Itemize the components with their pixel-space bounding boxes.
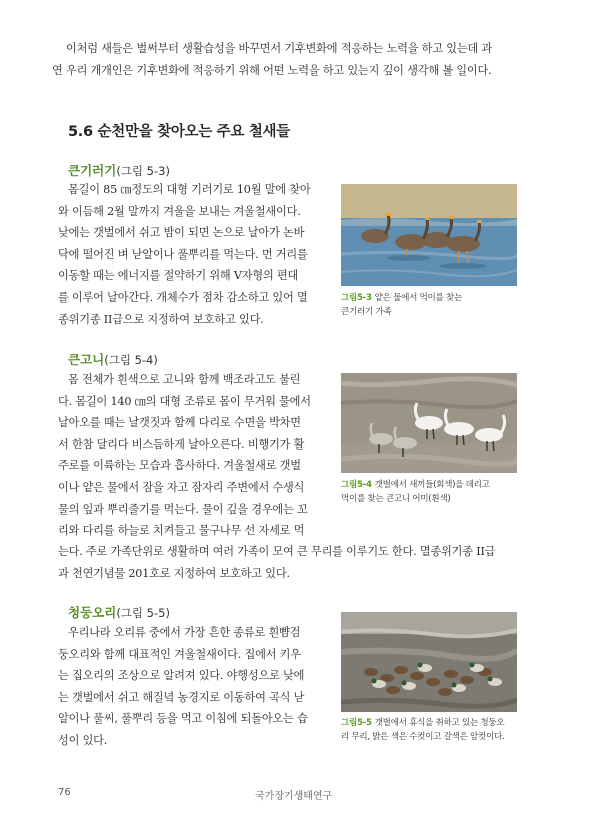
species-paragraph-swan — [58, 369, 311, 542]
caption-text: 큰기러기 가족 — [341, 307, 392, 317]
text-line: 둥오리와 함께 대표적인 겨울철새이다. 집에서 키우 — [58, 647, 301, 661]
goose-photo — [341, 184, 517, 286]
text-line: 알이나 풀씨, 풀뿌리 등을 먹고 이침에 되돌아오는 습 — [58, 712, 308, 726]
publisher-name: 국가장기생태연구 — [255, 791, 333, 802]
caption-text: 리 무리, 밝은 색은 수컷이고 갈색은 암컷이다. — [341, 732, 505, 742]
text-line: 는 갯벌에서 쉬고 해질녘 농경지로 이동하여 곡식 낟 — [58, 690, 305, 704]
text-line: 이동할 때는 에너지를 절약하기 위해 V자형의 편대 — [58, 269, 299, 283]
caption-text: 갯벌에서 새끼들(회색)을 데리고 — [374, 480, 490, 490]
text-line: 와 이듬해 2월 말까지 겨울을 보내는 겨울철새이다. — [58, 204, 301, 218]
caption-mallard — [341, 716, 531, 744]
species-title-goose — [68, 161, 170, 179]
caption-label: 그림5-4 — [341, 480, 372, 490]
species-name: 큰고니 — [68, 352, 105, 367]
text-line: 를 이루어 날아간다. 개체수가 점차 감소하고 있어 멸 — [58, 290, 308, 304]
page-number: 76 — [58, 787, 71, 798]
intro-paragraph — [52, 38, 547, 81]
caption-text: 갯벌에서 휴식을 취하고 있는 청둥오 — [374, 718, 505, 728]
text-line: 종위기종 II급으로 지정하여 보호하고 있다. — [58, 312, 264, 326]
species-title-mallard — [68, 603, 170, 621]
caption-text: 먹이를 찾는 큰고니 어미(흰색) — [341, 494, 451, 504]
text-line: 몸 전체가 흰색으로 고니와 함께 백조라고도 불린 — [68, 373, 301, 386]
species-title-swan — [68, 350, 158, 368]
section-title: 5.6 순천만을 찾아오는 주요 철새들 — [68, 124, 290, 140]
text-line: 는다. 주로 가족단위로 생활하며 여러 가족이 모여 큰 무리를 이루기도 한다. 멸종위기종 II급 — [58, 545, 496, 558]
caption-text: 얕은 물에서 먹이를 찾는 — [374, 293, 462, 303]
text-line: 닥에 떨어진 벼 낟알이나 풀뿌리를 먹는다. 먼 거리를 — [58, 247, 308, 261]
text-line: 다. 몸길이 140 ㎝의 대형 조류로 몸이 무거워 물에서 — [58, 394, 311, 408]
species-name: 큰기러기 — [68, 163, 117, 178]
figure-ref: (그림 5-4) — [104, 353, 158, 367]
text-line: 우리나라 오리류 중에서 가장 흔한 종류로 흰뺨검 — [68, 626, 301, 639]
text-line: 이나 얕은 물에서 잠을 자고 잠자리 주변에서 수생식 — [58, 480, 305, 494]
text-line: 리와 다리를 하늘로 치켜들고 물구나무 선 자세로 먹 — [58, 524, 305, 538]
caption-swan — [341, 478, 531, 506]
text-line: 날아오를 때는 날갯짓과 함께 다리로 수면을 박차면 — [58, 416, 301, 430]
text-line: 주로를 이륙하는 모습과 흡사하다. 겨울철새로 갯벌 — [58, 459, 301, 473]
figure-ref: (그림 5-5) — [116, 606, 170, 620]
species-paragraph-swan-wide — [58, 541, 495, 584]
text-line: 는 집오리의 조상으로 알려져 있다. 야행성으로 낮에 — [58, 669, 305, 683]
caption-label: 그림5-3 — [341, 293, 372, 303]
intro-line-1: 이처럼 새들은 벌써부터 생활습성을 바꾸면서 기후변화에 적응하는 노력을 하고 있는데 과 — [66, 42, 493, 55]
species-paragraph-goose — [58, 179, 310, 330]
text-line: 몸길이 85 ㎝정도의 대형 기러기로 10월 말에 찾아 — [68, 183, 311, 196]
caption-goose — [341, 291, 531, 319]
figure-ref: (그림 5-3) — [116, 164, 170, 178]
text-line: 성이 있다. — [58, 733, 108, 747]
species-name: 청둥오리 — [68, 605, 117, 620]
species-paragraph-mallard — [58, 622, 308, 752]
text-line: 낮에는 갯벌에서 쉬고 밤이 되면 논으로 날아가 논바 — [58, 226, 305, 240]
text-line: 과 천연기념물 201호로 지정하여 보호하고 있다. — [58, 566, 290, 580]
swan-photo — [341, 373, 517, 473]
text-line: 서 한참 달리다 비스듬하게 날아오른다. 비행기가 활 — [58, 437, 305, 451]
text-line: 물의 잎과 뿌리줄기를 먹는다. 물이 깊을 경우에는 꼬 — [58, 502, 308, 516]
mallard-photo — [341, 612, 517, 712]
intro-line-2: 연 우리 개개인은 기후변화에 적응하기 위해 어떤 노력을 하고 있는지 깊이 생각해 볼 일이다. — [52, 63, 492, 77]
caption-label: 그림5-5 — [341, 718, 372, 728]
